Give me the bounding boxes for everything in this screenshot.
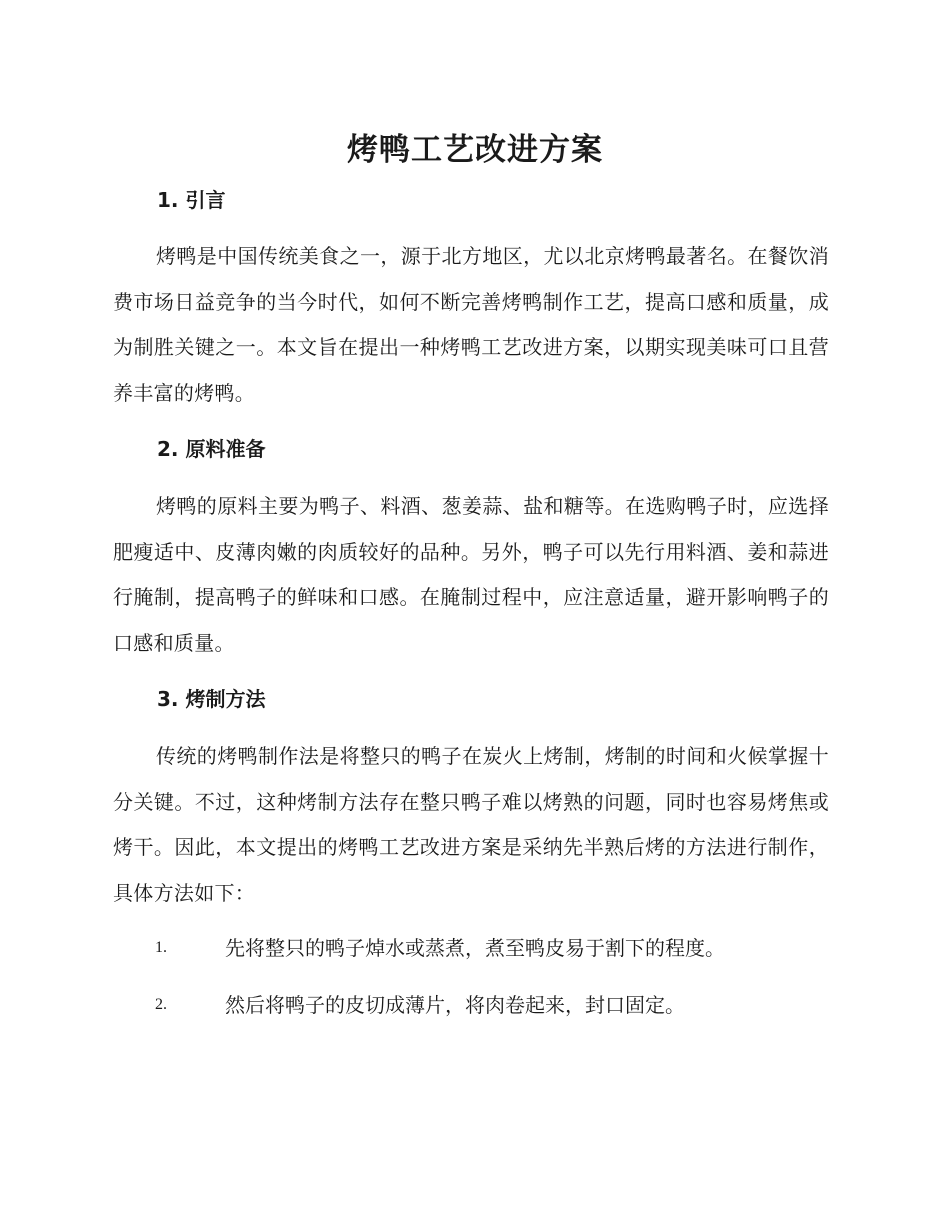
list-item-number: 1. [155, 939, 167, 956]
document-title: 烤鸭工艺改进方案 [347, 132, 603, 168]
list-item-text: 然后将鸭子的皮切成薄片，将肉卷起来，封口固定。 [225, 993, 685, 1017]
section-heading-ingredients: 2. 原料准备 [157, 437, 266, 461]
section-paragraph-intro: 烤鸭是中国传统美食之一，源于北方地区，尤以北京烤鸭最著名。在餐饮消费市场日益竞争的当今时代，如何不断完善烤鸭制作工艺，提高口感和质量，成为制胜关键之一。本文旨在提出一种烤鸭工艺改进方案，以期实现美味可口且营养丰富的烤鸭。 [113, 244, 829, 405]
section-paragraph-method: 传统的烤鸭制作法是将整只的鸭子在炭火上烤制，烤制的时间和火候掌握十分关键。不过，这种烤制方法存在整只鸭子难以烤熟的问题，同时也容易烤焦或烤干。因此，本文提出的烤鸭工艺改进方案是采纳先半熟后烤的方法进行制作，具体方法如下： [113, 744, 829, 905]
section-heading-method: 3. 烤制方法 [157, 687, 266, 711]
section-heading-intro: 1. 引言 [157, 188, 226, 212]
section-paragraph-ingredients: 烤鸭的原料主要为鸭子、料酒、葱姜蒜、盐和糖等。在选购鸭子时，应选择肥瘦适中、皮薄肉嫩的肉质较好的品种。另外，鸭子可以先行用料酒、姜和蒜进行腌制，提高鸭子的鲜味和口感。在腌制过程中，应注意适量，避开影响鸭子的口感和质量。 [113, 494, 829, 655]
list-item-number: 2. [155, 996, 167, 1013]
list-item-text: 先将整只的鸭子焯水或蒸煮，煮至鸭皮易于割下的程度。 [225, 936, 725, 960]
